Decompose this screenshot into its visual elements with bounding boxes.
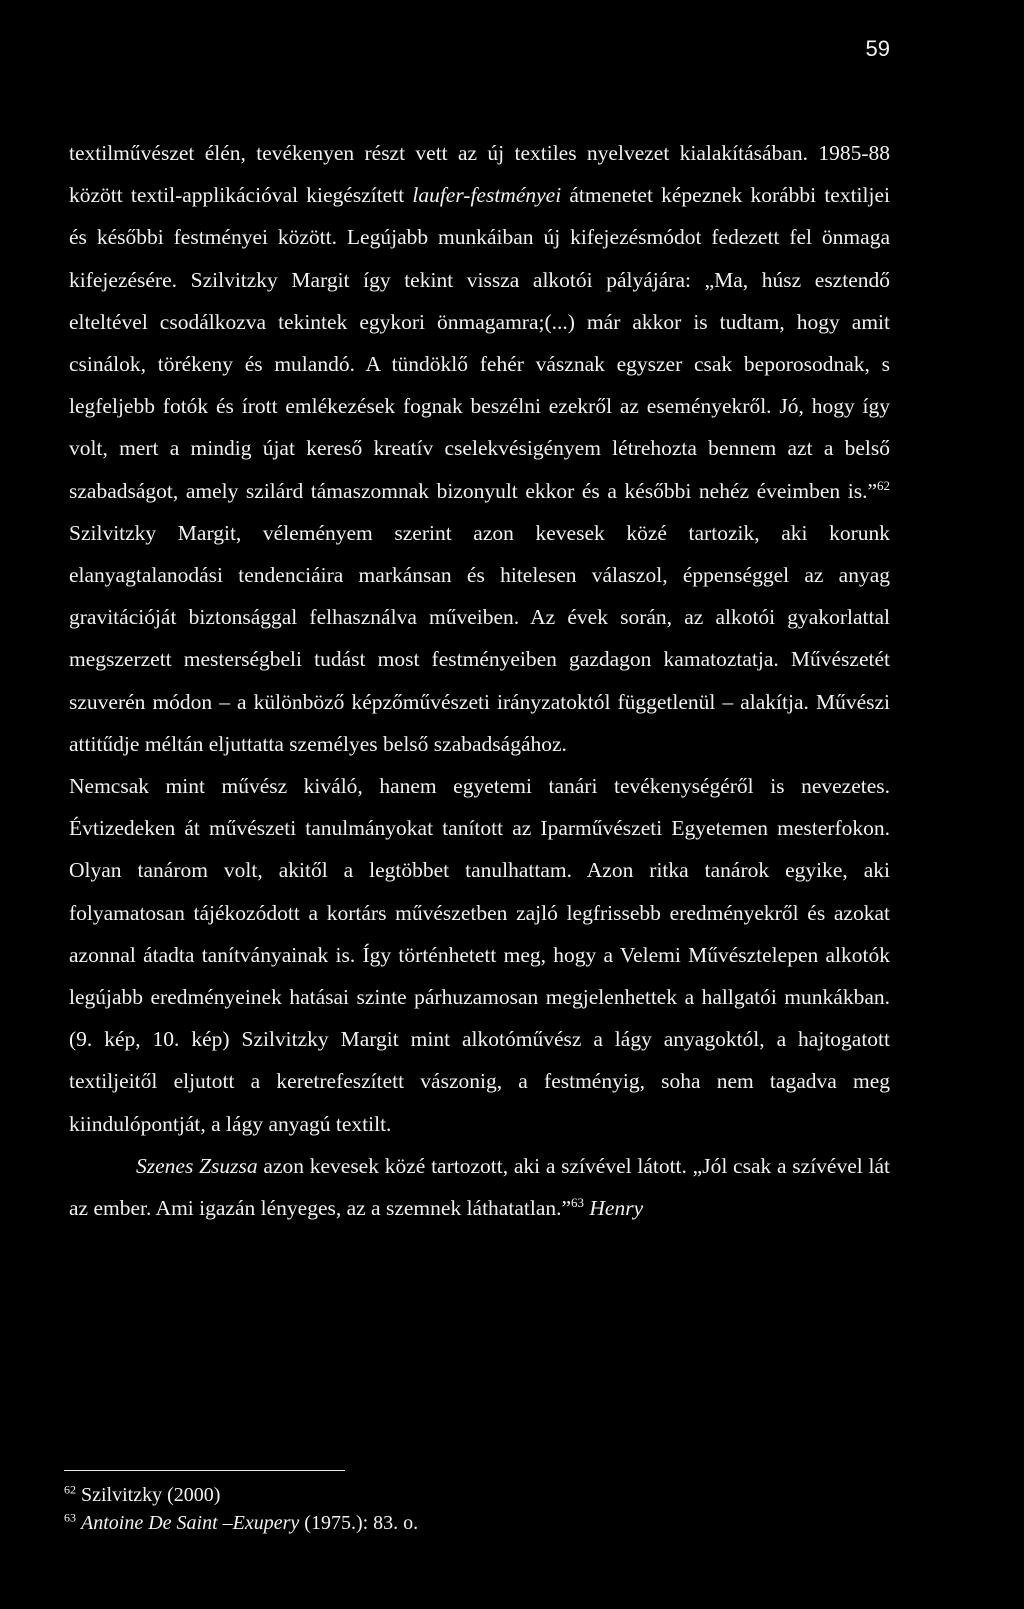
text-run: (1975.): 83. o. — [299, 1512, 419, 1534]
text-run: textilművészet élén, tevékenyen részt vett az új textiles nyelvezet kialakításában. 1985-88 között textil-applikációval kiegészített — [69, 141, 890, 208]
text-run: azon kevesek közé tartozott, aki a szívével látott. „Jól csak a szívével lát az ember. Ami igazán lényeges, az a szemnek láthatatlan.” — [69, 1153, 890, 1221]
body-text — [69, 132, 890, 1229]
page-number: 59 — [865, 36, 890, 61]
paragraph — [69, 132, 890, 765]
text-run: Szilvitzky Margit, véleményem szerint azon kevesek közé tartozik, aki korunk elanyagtalanodási tendenciáira markánsan és hitelesen válaszol, éppenséggel az anyag gravitációját biztonsággal felhasználva műveiben. Az évek során, az alkotói gyakorlattal megszerzett mesterségbeli tudást most festményeiben gazdagon kamatoztatja. Művészetét szuverén módon – a különböző képzőművészeti irányzatoktól függetlenül – alakítja. Művészi attitűdje méltán eljuttatta személyes belső szabadságához. — [69, 520, 890, 756]
footnote-divider — [64, 1470, 345, 1471]
footnote-reference: 62 — [877, 477, 890, 493]
italic-text: Antoine De Saint –Exupery — [81, 1512, 300, 1534]
text-run: Szilvitzky (2000) — [76, 1484, 221, 1506]
footnotes — [64, 1481, 864, 1537]
italic-text: Henry — [589, 1196, 644, 1221]
footnote-reference: 63 — [571, 1194, 585, 1210]
paragraph — [69, 765, 890, 1145]
italic-text: laufer-festményei — [412, 183, 562, 208]
footnote-number: 63 — [64, 1510, 76, 1525]
paragraph — [69, 1145, 890, 1229]
text-run: átmenetet képeznek korábbi textiljei és későbbi festményei között. Legújabb munkáiban új kifejezésmódot fedezett fel önmaga kifejezésére. Szilvitzky Margit így tekint vissza alkotói pályájára: „Ma, húsz esztendő elteltével csodálkozva tekintek egykori önmagamra;(...) már akkor is tudtam, hogy amit csinálok, törékeny és mulandó. A tündöklő fehér vásznak egyszer csak beporosodnak, s legfeljebb fotók és írott emlékezések fognak beszélni ezekről az eseményekről. Jó, hogy így volt, mert a mindig újat kereső kreatív cselekvésigényem létrehozta bennem azt a belső szabadságot, amely szilárd támaszomnak bizonyult ekkor és a későbbi nehéz éveimben is.” — [69, 183, 890, 503]
text-run: Nemcsak mint művész kiváló, hanem egyetemi tanári tevékenységéről is nevezetes. Évtizedeken át művészeti tanulmányokat tanított az Iparművészeti Egyetemen mesterfokon. Olyan tanárom volt, akitől a legtöbbet tanulhattam. Azon ritka tanárok egyike, aki folyamatosan tájékozódott a kortárs művészetben zajló legfrissebb eredményekről és azokat azonnal átadta tanítványainak is. Így történhetett meg, hogy a Velemi Művésztelepen alkotók legújabb eredményeinek hatásai szinte párhuzamosan megjelenhettek a hallgatói munkákban. (9. kép, 10. kép) Szilvitzky Margit mint alkotóművész a lágy anyagoktól, a hajtogatott textiljeitől eljutott a keretrefeszített vászonig, a festményig, soha nem tagadva meg kiindulópontját, a lágy anyagú textilt. — [69, 774, 890, 1136]
footnote — [64, 1509, 864, 1537]
italic-text: Szenes Zsuzsa — [136, 1153, 258, 1178]
footnote — [64, 1481, 864, 1509]
footnote-number: 62 — [64, 1482, 76, 1497]
